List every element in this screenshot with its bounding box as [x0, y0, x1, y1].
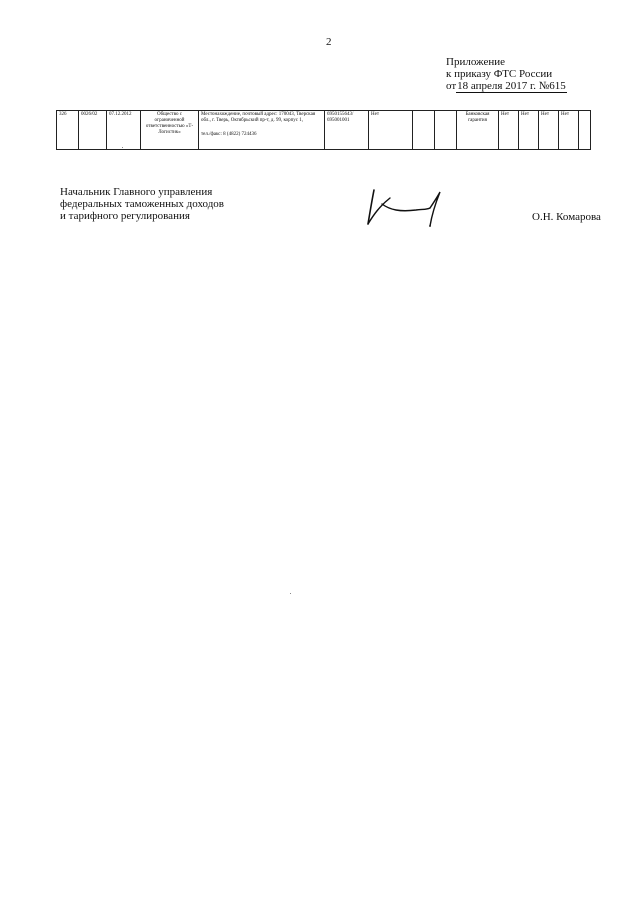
appendix-header — [446, 56, 567, 92]
table-row — [57, 111, 591, 150]
appendix-order-ref: к приказу ФТС России — [446, 68, 553, 80]
order-prefix: от — [446, 80, 457, 92]
order-number: №615 — [538, 80, 566, 92]
cell-col8 — [413, 111, 435, 150]
cell-col11: Нет — [499, 111, 519, 150]
position-line-1: Начальник Главного управления — [60, 186, 213, 198]
registry-table — [56, 110, 591, 150]
cell-col9 — [435, 111, 457, 150]
scan-speck — [290, 593, 291, 594]
cell-address — [199, 111, 325, 150]
signature-position — [60, 186, 224, 222]
cell-col15 — [579, 111, 591, 150]
cell-reg-no: 326 — [57, 111, 79, 150]
cell-code: 0026/02 — [79, 111, 107, 150]
cell-col14: Нет — [559, 111, 579, 150]
page-number: 2 — [326, 36, 332, 48]
cell-security: Банковская гарантия — [457, 111, 499, 150]
order-month: апреля — [470, 80, 503, 92]
scan-speck — [122, 147, 123, 148]
appendix-order-line — [446, 80, 567, 92]
signer-name: О.Н. Комарова — [532, 211, 601, 223]
order-day: 18 — [457, 80, 469, 92]
handwritten-signature — [360, 184, 450, 230]
order-year: 2017 — [505, 80, 528, 92]
cell-date: 07.12.2012 — [107, 111, 141, 150]
address-text: Местонахождение, почтовый адрес: 170043, Тверская обл., г. Тверь, Октябрьский пр-т, д. 99, корпус 1, — [201, 112, 316, 123]
cell-col13: Нет — [539, 111, 559, 150]
position-line-2: федеральных таможенных доходов — [60, 198, 224, 210]
cell-col7: Нет — [369, 111, 413, 150]
cell-name: Общество с ограниченной ответственностью «Т-Логистик» — [141, 111, 199, 150]
cell-col12: Нет — [519, 111, 539, 150]
appendix-title: Приложение — [446, 56, 506, 68]
cell-inn-kpp: 6950155643/ 695001001 — [325, 111, 369, 150]
phone-text: тел./факс: 8 (4822) 724436 — [201, 132, 257, 137]
position-line-3: и тарифного регулирования — [60, 210, 190, 222]
order-year-suffix: г. — [529, 80, 537, 92]
